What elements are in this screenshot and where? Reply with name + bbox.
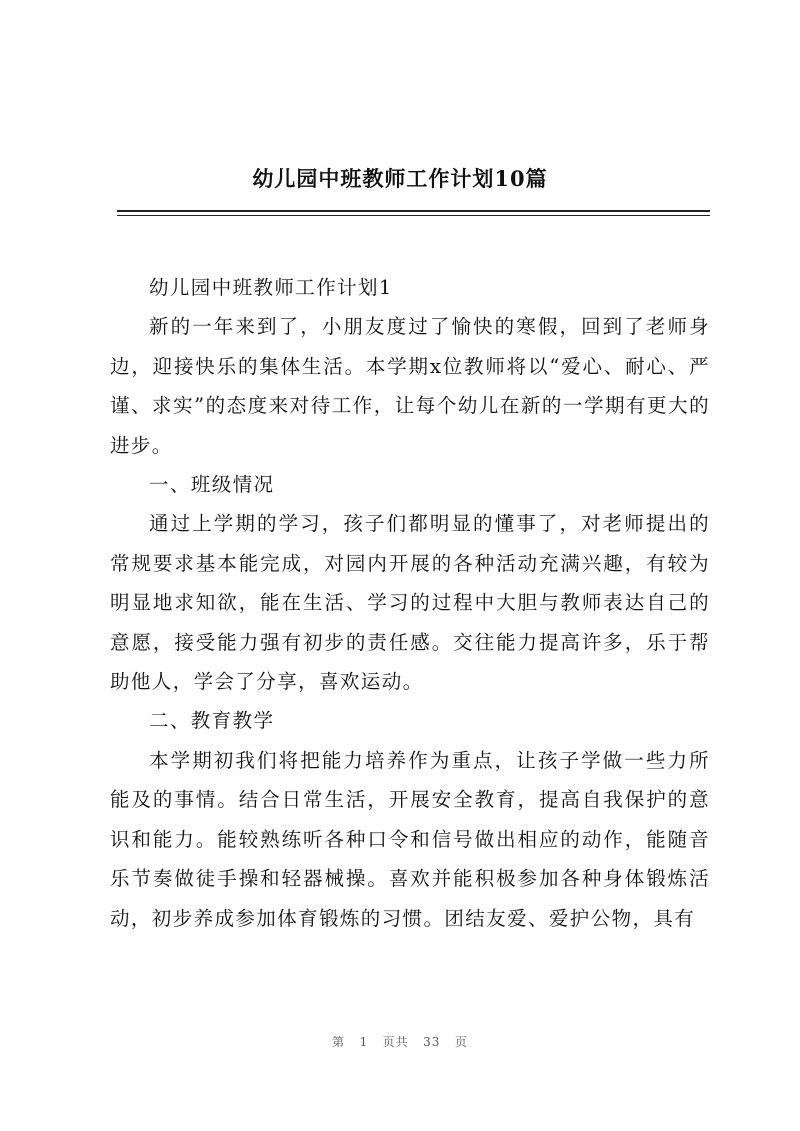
- document-body: [110, 268, 710, 938]
- education-paragraph: 本学期初我们将把能力培养作为重点，让孩子学做一些力所能及的事情。结合日常生活，开展安全教育，提高自我保护的意识和能力。能较熟练听各种口令和信号做出相应的动作，能随音乐节奏做徒手操和轻器械操。喜欢并能积极参加各种身体锻炼活动，初步养成参加体育锻炼的习惯。团结友爱、爱护公物，具有: [110, 748, 710, 930]
- footer-suffix: 页: [454, 1035, 468, 1049]
- intro-paragraph: 新的一年来到了，小朋友度过了愉快的寒假，回到了老师身边，迎接快乐的集体生活。本学期x位教师将以“爱心、耐心、严谨、求实”的态度来对待工作，让每个幼儿在新的一学期有更大的进步。: [110, 315, 710, 457]
- class-situation-paragraph: 通过上学期的学习，孩子们都明显的懂事了，对老师提出的常规要求基本能完成，对园内开展的各种活动充满兴趣，有较为明显地求知欲，能在生活、学习的过程中大胆与教师表达自己的意愿，接受能力强有初步的责任感。交往能力提高许多，乐于帮助他人，学会了分享，喜欢运动。: [110, 512, 710, 694]
- page-footer: [0, 1033, 800, 1050]
- document-title: 幼儿园中班教师工作计划10篇: [252, 166, 548, 191]
- section-heading-plan-1: 幼儿园中班教师工作计划1: [149, 276, 393, 299]
- footer-prefix: 第: [332, 1035, 346, 1049]
- section-heading-education: 二、教育教学: [149, 709, 275, 733]
- title-divider-thin: [117, 215, 710, 216]
- title-divider-thick: [117, 210, 710, 212]
- footer-total-pages: 33: [423, 1035, 441, 1049]
- footer-middle: 页共: [382, 1035, 409, 1049]
- footer-current-page: 1: [359, 1035, 369, 1049]
- section-heading-class-situation: 一、班级情况: [149, 473, 275, 497]
